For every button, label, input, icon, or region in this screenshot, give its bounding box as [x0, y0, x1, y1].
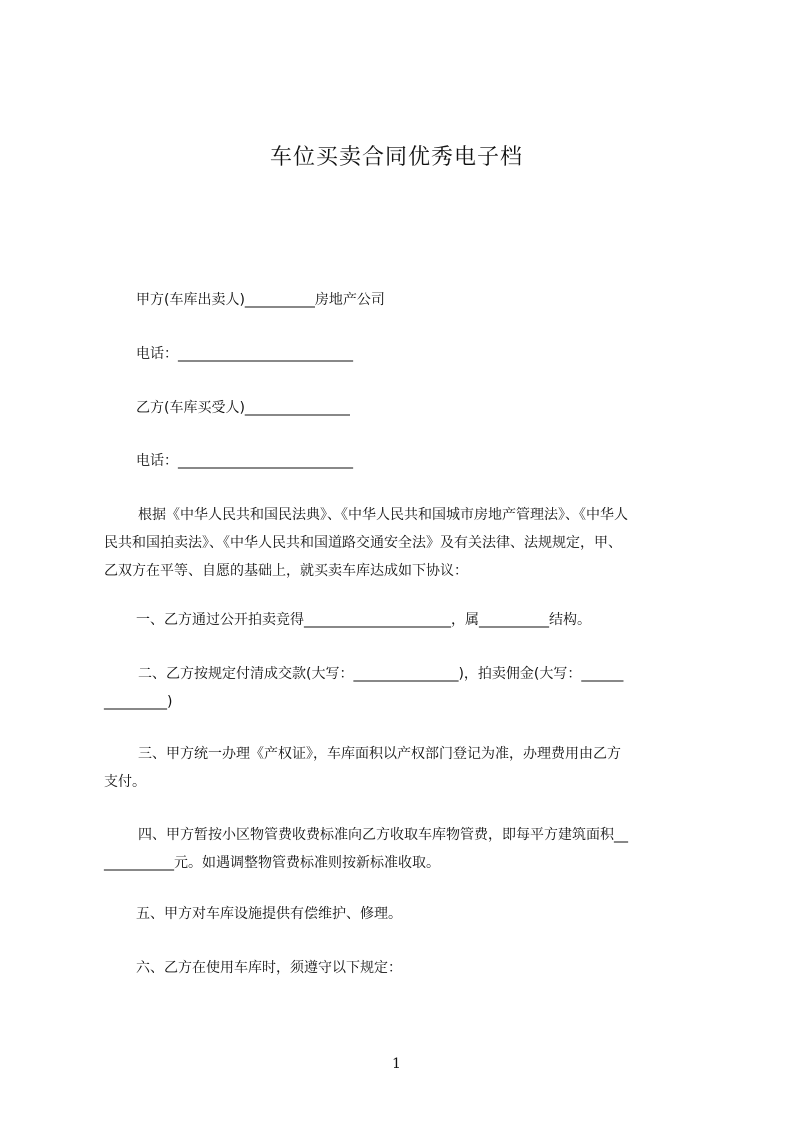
clause-4-line-1: 四、甲方暂按小区物管费收费标准向乙方收取车库物管费，即每平方建筑面积__ — [138, 827, 628, 843]
clause-3-line-2: 支付。 — [104, 774, 146, 790]
clause-3 — [104, 740, 704, 796]
clause-2-line-1: 二、乙方按规定付清成交款(大写：_______________)，拍卖佣金(大写：______ — [138, 666, 624, 682]
clause-4-line-2: __________元。如遇调整物管费标准则按新标准收取。 — [104, 855, 440, 871]
party-b-line: 乙方(车库买受人)_______________ — [136, 400, 350, 416]
phone-b-line: 电话：_________________________ — [136, 453, 353, 469]
party-a-line: 甲方(车库出卖人)__________房地产公司 — [136, 292, 385, 308]
preamble-line-1: 根据《中华人民共和国民法典》、《中华人民共和国城市房地产管理法》、《中华人 — [138, 507, 628, 523]
clause-3-line-1: 三、甲方统一办理《产权证》，车库面积以产权部门登记为准，办理费用由乙方 — [138, 746, 621, 762]
clause-2 — [104, 660, 704, 716]
clause-1: 一、乙方通过公开拍卖竞得_____________________，属__________结构。 — [136, 612, 591, 628]
clause-5: 五、甲方对车库设施提供有偿维护、修理。 — [136, 906, 402, 922]
preamble-paragraph — [104, 501, 704, 585]
clause-2-line-2: _________) — [104, 694, 173, 710]
clause-6: 六、乙方在使用车库时，须遵守以下规定： — [136, 960, 402, 976]
page-number: 1 — [392, 1056, 401, 1072]
clause-4 — [104, 821, 704, 877]
document-title: 车位买卖合同优秀电子档 — [269, 145, 523, 170]
preamble-line-3: 乙双方在平等、自愿的基础上，就买卖车库达成如下协议： — [104, 563, 468, 579]
preamble-line-2: 民共和国拍卖法》、《中华人民共和国道路交通安全法》及有关法律、法规规定，甲、 — [104, 535, 622, 551]
phone-a-line: 电话：_________________________ — [136, 346, 353, 362]
